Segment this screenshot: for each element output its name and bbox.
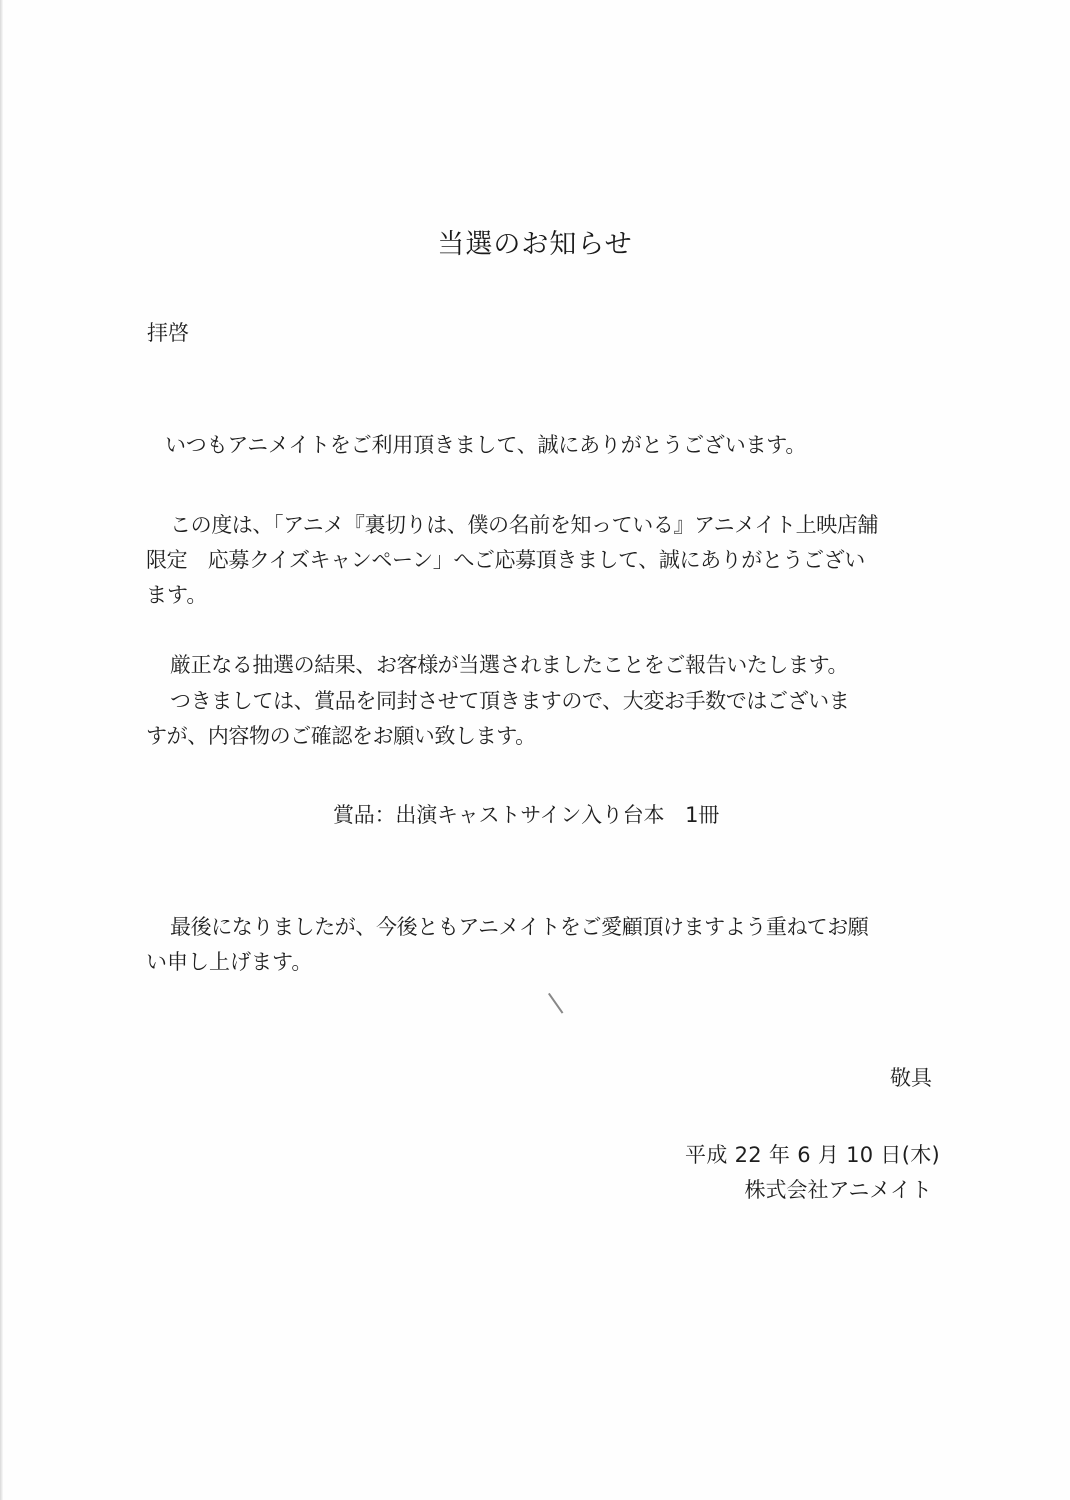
closing-paragraph-line-1: 最後になりましたが、今後ともアニメイトをご愛顧頂けますよう重ねてお願 — [170, 915, 869, 939]
campaign-paragraph-line-3: ます。 — [146, 583, 208, 607]
campaign-paragraph-line-2: 限定 応募クイズキャンペーン」へご応募頂きまして、誠にありがとうござい — [146, 548, 865, 572]
letter-date: 平成 22 年 6 月 10 日(木) — [685, 1143, 940, 1167]
letter-title: 当選のお知らせ — [437, 229, 633, 260]
campaign-paragraph-line-1: この度は、「アニメ『裏切りは、僕の名前を知っている』アニメイト上映店舗 — [170, 513, 878, 537]
greeting-paragraph: いつもアニメイトをご利用頂きまして、誠にありがとうございます。 — [165, 433, 807, 457]
company-name: 株式会社アニメイト — [744, 1178, 932, 1202]
result-paragraph-line-2: つきましては、賞品を同封させて頂きますので、大変お手数ではございま — [170, 689, 850, 713]
closing-salutation: 敬具 — [890, 1066, 932, 1090]
result-paragraph-line-1: 厳正なる抽選の結果、お客様が当選されましたことをご報告いたします。 — [170, 653, 849, 677]
prize-line: 賞品：出演キャストサイン入り台本 1冊 — [333, 803, 720, 827]
closing-paragraph-line-2: い申し上げます。 — [146, 950, 313, 974]
opening-salutation: 拝啓 — [147, 321, 189, 345]
result-paragraph-line-3: すが、内容物のご確認をお願い致します。 — [146, 724, 536, 748]
pen-mark — [548, 993, 563, 1014]
